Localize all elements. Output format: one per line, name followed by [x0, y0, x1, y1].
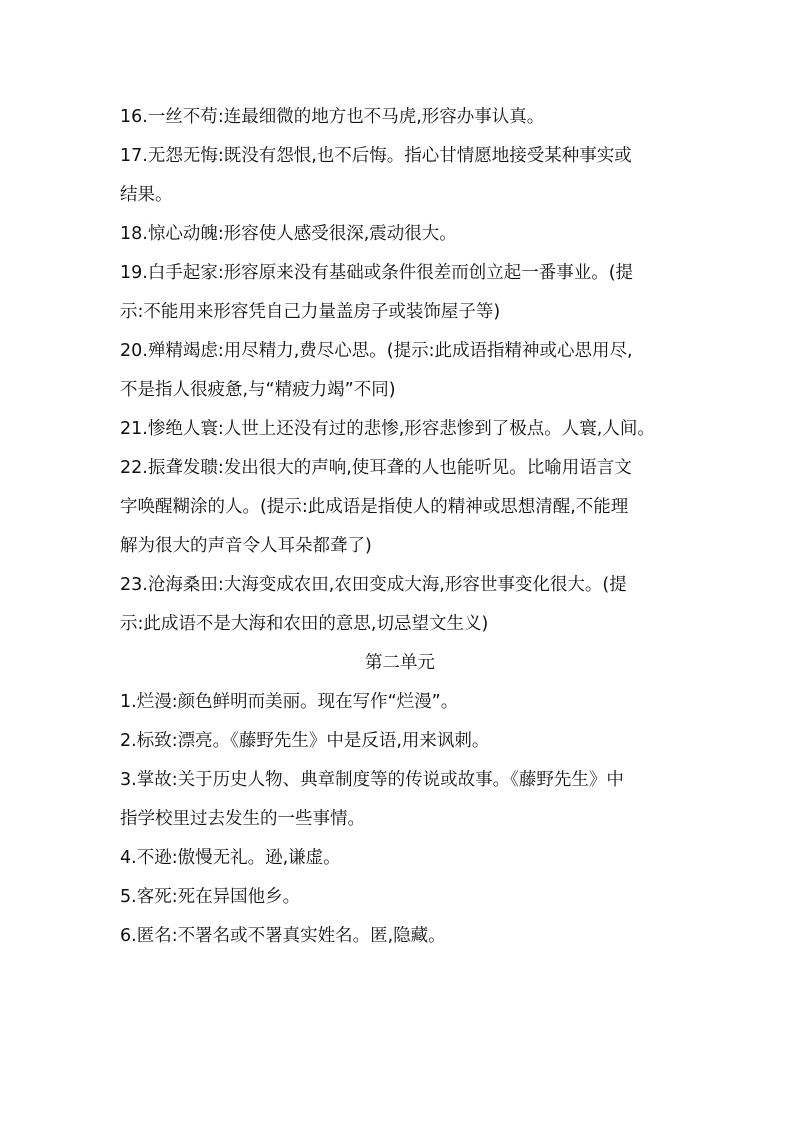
entry-line: 3.掌故:关于历史人物、典章制度等的传说或故事。《藤野先生》中 — [120, 770, 624, 790]
entry-21 — [120, 414, 680, 444]
entry-line: 21.惨绝人寰:人世上还没有过的悲惨,形容悲惨到了极点。人寰,人间。 — [120, 419, 655, 439]
entry-23 — [120, 570, 680, 639]
unit2-entry-3 — [120, 765, 680, 834]
entry-line: 示:此成语不是大海和农田的意思,切忌望文生义) — [120, 614, 489, 634]
entry-line: 6.匿名:不署名或不署真实姓名。匿,隐藏。 — [120, 926, 446, 946]
entry-20 — [120, 336, 680, 405]
unit2-entry-1 — [120, 687, 680, 717]
entry-18 — [120, 219, 680, 249]
entry-line: 解为很大的声音令人耳朵都聋了) — [120, 536, 372, 556]
entry-line: 2.标致:漂亮。《藤野先生》中是反语,用来讽刺。 — [120, 731, 490, 751]
unit2-entry-6 — [120, 921, 680, 951]
entry-17 — [120, 141, 680, 210]
document-page — [120, 102, 680, 960]
entry-line: 17.无怨无悔:既没有怨恨,也不后悔。指心甘情愿地接受某种事实或 — [120, 146, 632, 166]
entry-line: 16.一丝不苟:连最细微的地方也不马虎,形容办事认真。 — [120, 107, 545, 127]
entry-line: 23.沧海桑田:大海变成农田,农田变成大海,形容世事变化很大。(提 — [120, 575, 627, 595]
section-heading: 第二单元 — [365, 653, 435, 673]
unit2-entry-4 — [120, 843, 680, 873]
section-heading-row — [120, 648, 680, 678]
entry-line: 不是指人很疲惫,与“精疲力竭”不同) — [120, 380, 396, 400]
entry-16 — [120, 102, 680, 132]
unit2-entry-2 — [120, 726, 680, 756]
entry-line: 示:不能用来形容凭自己力量盖房子或装饰屋子等) — [120, 302, 501, 322]
entry-line: 1.烂漫:颜色鲜明而美丽。现在写作“烂漫”。 — [120, 692, 459, 712]
entry-line: 19.白手起家:形容原来没有基础或条件很差而创立起一番事业。(提 — [120, 263, 634, 283]
entry-line: 结果。 — [120, 185, 173, 205]
entry-line: 5.客死:死在异国他乡。 — [120, 887, 301, 907]
entry-line: 指学校里过去发生的一些事情。 — [120, 809, 365, 829]
entry-line: 4.不逊:傲慢无礼。逊,谦虚。 — [120, 848, 341, 868]
entry-line: 20.殚精竭虑:用尽精力,费尽心思。(提示:此成语指精神或心思用尽, — [120, 341, 633, 361]
unit2-entry-5 — [120, 882, 680, 912]
entry-line: 字唤醒糊涂的人。(提示:此成语是指使人的精神或思想清醒,不能理 — [120, 497, 629, 517]
entry-line: 18.惊心动魄:形容使人感受很深,震动很大。 — [120, 224, 457, 244]
entry-19 — [120, 258, 680, 327]
entry-line: 22.振聋发聩:发出很大的声响,使耳聋的人也能听见。比喻用语言文 — [120, 458, 632, 478]
entry-22 — [120, 453, 680, 561]
